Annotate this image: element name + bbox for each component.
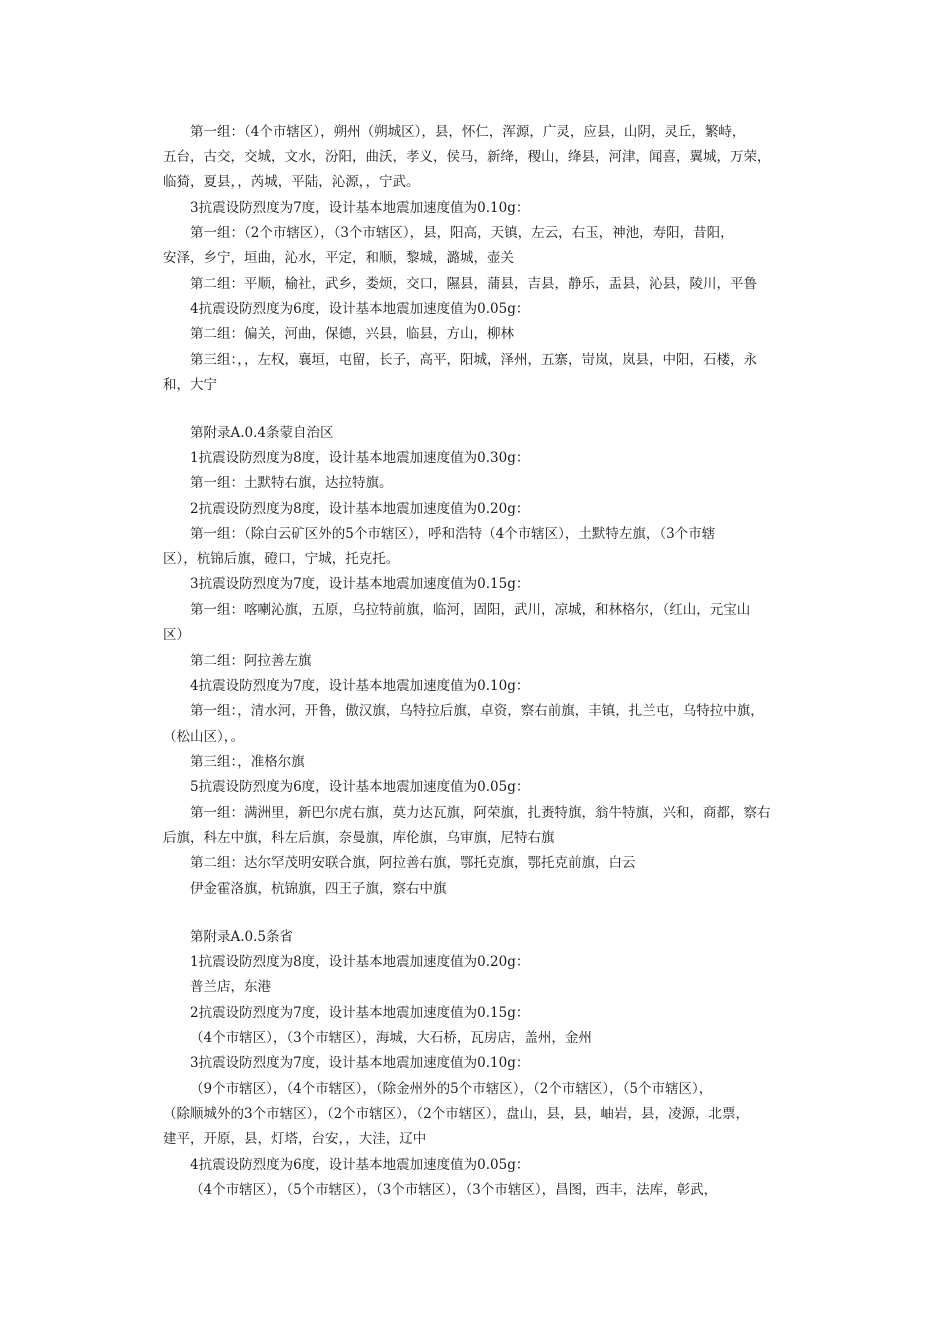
text-line: 1抗震设防烈度为8度，设计基本地震加速度值为0.20g： (190, 954, 530, 970)
text-line: 区），杭锦后旗，磴口，宁城，托克托。 (163, 551, 400, 567)
text-line: 普兰店，东港 (190, 979, 271, 995)
text-line: 第一组：（2个市辖区），（3个市辖区），县，阳高，天镇，左云，右玉，神池，寿阳，昔阳， (190, 225, 734, 241)
text-line: 五台，古交，交城，文水，汾阳，曲沃，孝义，侯马，新绛，稷山，绛县，河津，闻喜，翼城，万荣， (163, 149, 771, 165)
text-line: 4抗震设防烈度为6度，设计基本地震加速度值为0.05g： (190, 301, 530, 317)
text-line: 2抗震设防烈度为8度，设计基本地震加速度值为0.20g： (190, 501, 530, 517)
text-line: （4个市辖区），（5个市辖区），（3个市辖区），（3个市辖区），昌图，西丰，法库，彰武， (190, 1182, 718, 1198)
text-line: 第二组：偏关，河曲，保德，兴县，临县，方山，柳林 (190, 326, 514, 342)
text-line: 和，大宁 (163, 377, 217, 393)
text-line: 第一组：（4个市辖区），朔州（朔城区），县，怀仁，浑源，广灵，应县，山阴，灵丘，繁峙， (190, 124, 746, 140)
text-line: 第二组：平顺，榆社，武乡，娄烦，交口，隰县，蒲县，吉县，静乐，盂县，沁县，陵川，平鲁 (190, 276, 757, 292)
text-line: 第二组：达尔罕茂明安联合旗，阿拉善右旗，鄂托克旗，鄂托克前旗，白云 (190, 855, 636, 871)
text-line: 第一组：喀喇沁旗，五原，乌拉特前旗，临河，固阳，武川，凉城，和林格尔，（红山，元宝山 (190, 602, 751, 618)
text-line: 5抗震设防烈度为6度，设计基本地震加速度值为0.05g： (190, 779, 530, 795)
text-line: 第一组：（除白云矿区外的5个市辖区），呼和浩特（4个市辖区），土默特左旗，（3个市辖 (190, 526, 716, 542)
text-line: （松山区），。 (163, 729, 244, 745)
text-line: 安泽，乡宁，垣曲，沁水，平定，和顺，黎城，潞城，壶关 (163, 250, 514, 266)
text-line: 建平，开原，县，灯塔，台安，，大洼，辽中 (163, 1131, 427, 1147)
text-line: 1抗震设防烈度为8度，设计基本地震加速度值为0.30g： (190, 450, 530, 466)
text-line: （4个市辖区），（3个市辖区），海城，大石桥，瓦房店，盖州，金州 (190, 1030, 592, 1046)
text-line: 第二组：阿拉善左旗 (190, 653, 312, 669)
text-line: 3抗震设防烈度为7度，设计基本地震加速度值为0.10g： (190, 1055, 530, 1071)
text-line: 第一组：土默特右旗，达拉特旗。 (190, 475, 393, 491)
text-line: 3抗震设防烈度为7度，设计基本地震加速度值为0.15g： (190, 576, 530, 592)
text-line: 区） (163, 627, 190, 643)
section-heading: 第附录A.0.4条蒙自治区 (190, 425, 334, 441)
text-line: （除顺城外的3个市辖区），（2个市辖区），（2个市辖区），盘山，县，县，岫岩，县，凌源，北票， (163, 1106, 750, 1122)
text-line: 第一组：，清水河，开鲁，傲汉旗，乌特拉后旗，卓资，察右前旗，丰镇，扎兰屯，乌特拉中旗， (190, 703, 764, 719)
text-line: 伊金霍洛旗，杭锦旗，四王子旗，察右中旗 (190, 881, 447, 897)
text-line: 后旗，科左中旗，科左后旗，奈曼旗，库伦旗，乌审旗，尼特右旗 (163, 830, 555, 846)
text-line: 4抗震设防烈度为6度，设计基本地震加速度值为0.05g： (190, 1157, 530, 1173)
text-line: 3抗震设防烈度为7度，设计基本地震加速度值为0.10g： (190, 200, 530, 216)
text-line: 第一组：满洲里，新巴尔虎右旗，莫力达瓦旗，阿荣旗，扎赉特旗，翁牛特旗，兴和，商都，察右 (190, 805, 771, 821)
text-line: 4抗震设防烈度为7度，设计基本地震加速度值为0.10g： (190, 678, 530, 694)
section-heading: 第附录A.0.5条省 (190, 929, 294, 945)
text-line: 第三组：，，左权，襄垣，屯留，长子，高平，阳城，泽州，五寨，岢岚，岚县，中阳，石楼，永 (190, 352, 757, 368)
text-line: 临猗，夏县，，芮城，平陆，沁源，，宁武。 (163, 174, 420, 190)
text-line: 2抗震设防烈度为7度，设计基本地震加速度值为0.15g： (190, 1005, 530, 1021)
text-line: （9个市辖区），（4个市辖区），（除金州外的5个市辖区），（2个市辖区），（5个市辖区）， (190, 1081, 713, 1097)
text-line: 第三组：，准格尔旗 (190, 754, 305, 770)
